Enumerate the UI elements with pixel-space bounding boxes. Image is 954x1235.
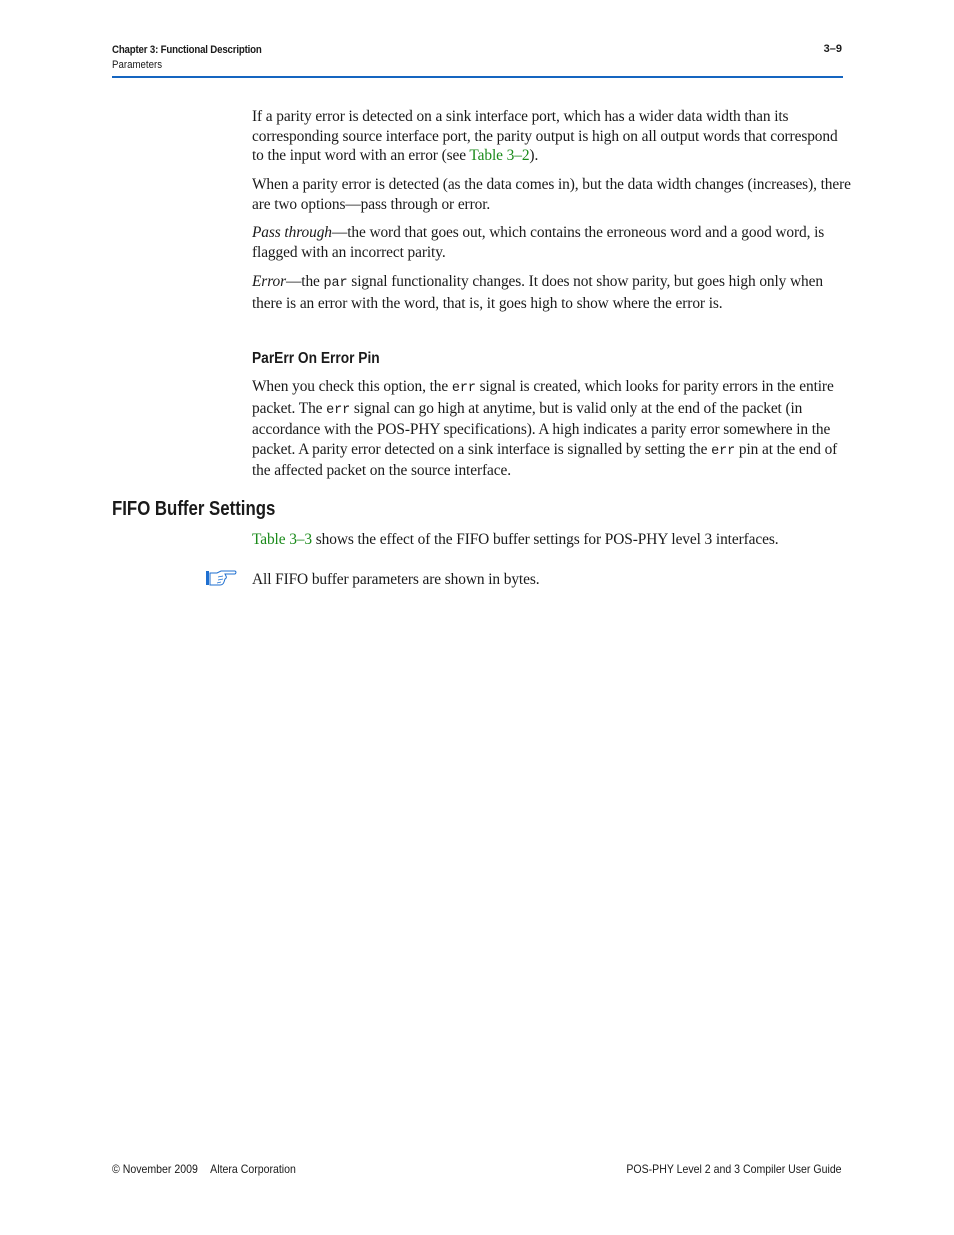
header-rule bbox=[112, 76, 843, 78]
term-pass-through: Pass through bbox=[252, 224, 332, 241]
footer-company: Altera Corporation bbox=[210, 1162, 296, 1176]
chapter-title: Chapter 3: Functional Description bbox=[112, 44, 262, 56]
paragraph-two-options: When a parity error is detected (as the data comes in), but the data width changes (increases), there are two options—pass through or error. bbox=[252, 176, 851, 213]
pointing-hand-icon bbox=[205, 569, 239, 587]
paragraph-parity-wider: If a parity error is detected on a sink interface port, which has a wider data width than its corresponding source interface port, the parity output is high on all output words that correspond to the input word with an error (see Table 3–2). bbox=[252, 108, 838, 164]
table-3-3-link[interactable]: Table 3–3 bbox=[252, 531, 312, 548]
paragraph-fifo-intro: Table 3–3 shows the effect of the FIFO buffer settings for POS-PHY level 3 interfaces. bbox=[252, 531, 779, 548]
section-name: Parameters bbox=[112, 59, 163, 71]
running-header bbox=[112, 43, 282, 73]
code-par: par bbox=[323, 276, 348, 291]
paragraph-error: Error—the par signal functionality changes. It does not show parity, but goes high only when there is an error with the word, that is, it goes high to show where the error is. bbox=[252, 273, 823, 312]
term-error: Error bbox=[252, 273, 286, 290]
footer-date: © November 2009 bbox=[112, 1162, 198, 1176]
section-heading: FIFO Buffer Settings bbox=[112, 498, 276, 520]
note-text: All FIFO buffer parameters are shown in bytes. bbox=[252, 571, 540, 588]
subsection-heading: ParErr On Error Pin bbox=[252, 350, 380, 367]
code-err: err bbox=[326, 402, 351, 418]
paragraph-pass-through: Pass through—the word that goes out, which contains the erroneous word and a good word, is flagged with an incorrect parity. bbox=[252, 224, 825, 261]
page-number: 3–9 bbox=[823, 43, 842, 55]
code-err: err bbox=[711, 443, 736, 459]
footer-guide-title: POS-PHY Level 2 and 3 Compiler User Guide bbox=[626, 1162, 842, 1176]
code-err: err bbox=[451, 381, 476, 396]
table-3-2-link[interactable]: Table 3–2 bbox=[469, 147, 530, 164]
paragraph-parerr: When you check this option, the err signal is created, which looks for parity errors in the entire packet. The err signal can go high at anytime, but is valid only at the end of the packet (in accordance with the POS-PHY specifications). A high indicates a parity error somewhere in the packet. A parity error detected on a sink interface is signalled by setting the err pin at the end of the affected packet on the source interface. bbox=[252, 378, 838, 479]
footer-left bbox=[112, 1162, 296, 1176]
